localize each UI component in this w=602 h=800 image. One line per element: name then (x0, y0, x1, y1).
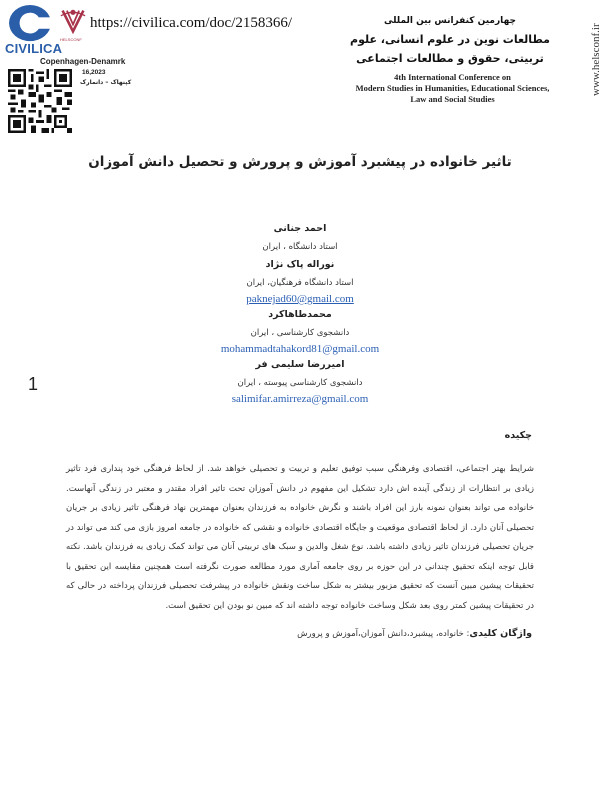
author-name: احمد جنانی (273, 223, 327, 234)
author-affiliation: دانشجوی کارشناسی پیوسته ، ایران (237, 378, 363, 388)
conference-title-fa-line2: مطالعات نوین در علوم انسانی، علوم تربیتی، حقوق و مطالعات اجتماعی (350, 33, 550, 65)
author-email-link[interactable]: salimifar.amirreza@gmail.com (231, 393, 369, 405)
author-name: امیررضا سلیمی فر (255, 359, 345, 370)
author-block (170, 306, 430, 356)
qr-code-icon (8, 69, 72, 133)
author-email-link[interactable]: paknejad60@gmail.com (246, 293, 354, 305)
author-block (170, 220, 430, 256)
author-affiliation: استاد دانشگاه فرهنگیان، ایران (246, 278, 354, 288)
keywords-line (297, 628, 532, 639)
author-affiliation: دانشجوی کارشناسی ، ایران (250, 328, 350, 338)
conference-title-en (330, 72, 575, 105)
conference-city-en: Copenhagen-Denamrk (40, 57, 126, 66)
helsconf-logo-text: HELSCONF (60, 37, 82, 42)
author-affiliation: استاد دانشگاه ، ایران (262, 242, 338, 252)
conference-title-en-line2: Modern Studies in Humanities, Educational Sciences, (355, 83, 550, 93)
author-name: محمدطاهاکرد (268, 309, 332, 320)
keywords-list: : خانواده، پیشبرد،دانش آموزان،آموزش و پرورش (297, 629, 470, 639)
keywords-label: واژگان کلیدی (469, 628, 532, 639)
author-block (170, 256, 430, 306)
side-url-text: www.helsconf.ir (590, 23, 602, 96)
author-email-link[interactable]: mohammadtahakord81@gmail.com (220, 343, 380, 355)
conference-title-en-line3: Law and Social Studies (410, 94, 495, 104)
paper-title: تاثیر خانواده در پیشبرد آموزش و پرورش و تحصیل دانش آموزان (88, 154, 512, 170)
author-block (170, 356, 430, 406)
abstract-heading: چکیده (504, 430, 532, 441)
conference-date: 16,2023 (82, 69, 106, 76)
side-url (576, 10, 602, 100)
conference-city-fa: کپنهاک – دانمارک (80, 79, 132, 86)
helsconf-logo-icon (60, 6, 86, 36)
civilica-logo-text: CIVILICA (5, 41, 63, 56)
conference-title-en-line1: 4th International Conference on (394, 72, 511, 82)
abstract-body: شرایط بهتر اجتماعی، اقتصادی وفرهنگی سبب توفیق تعلیم و تربیت و تحصیلی خواهد شد. از لحاظ فرهنگی خود پنداری فرد تاثیر زیادی بر انتظارات از زندگی آینده اش دارد تشکیل این مفهوم در دانش آموزان تحت تاثیر افراد مقتدر و معتبر در زندگی آنهاست. خانواده می تواند بعنوان نمونه بارز این افراد باشند و نگرش خانواده به فرزندان بعنوان مهمترین نهاد فرهنگی تاثیر زیادی بر جریان تحصیلی آنان دارد. از لحاظ اقتصادی موقعیت و جایگاه اقتصادی خانواده و نقشی که خانواده در جامعه امروز بازی می کند می تواند در جریان تحصیلی فرزندان تاثیر زیادی داشته باشد. نوع شغل والدین و سبک های تربیتی آنان می تواند کمک زیادی به فرزندان باشد. نکته قابل توجه اینکه تحقیق چندانی در این حوزه بر روی جامعه آماری مورد مطالعه صورت نگرفته است همچنین مقایسه این تحقیق با تحقیقات پیشین مبین آنست که تحقیق مزبور بیشتر به شکل ساخت ونقش خانواده در پیشرفت تحصیلی فرزندان پرداخته در حالی که در تحقیقات پیشین کمتر روی بعد شکل وساخت خانواده توجه داشته اند که مبین نو بودن این تحقیق است. (66, 464, 534, 611)
author-list (170, 220, 430, 406)
document-url-link[interactable]: https://civilica.com/doc/2158366/ (90, 15, 293, 31)
civilica-logo-icon (4, 4, 56, 44)
author-name: نوراله پاک نژاد (265, 259, 335, 270)
page-number: 1 (28, 374, 39, 394)
conference-title-fa-line1: چهارمین کنفرانس بین المللی (383, 16, 516, 26)
